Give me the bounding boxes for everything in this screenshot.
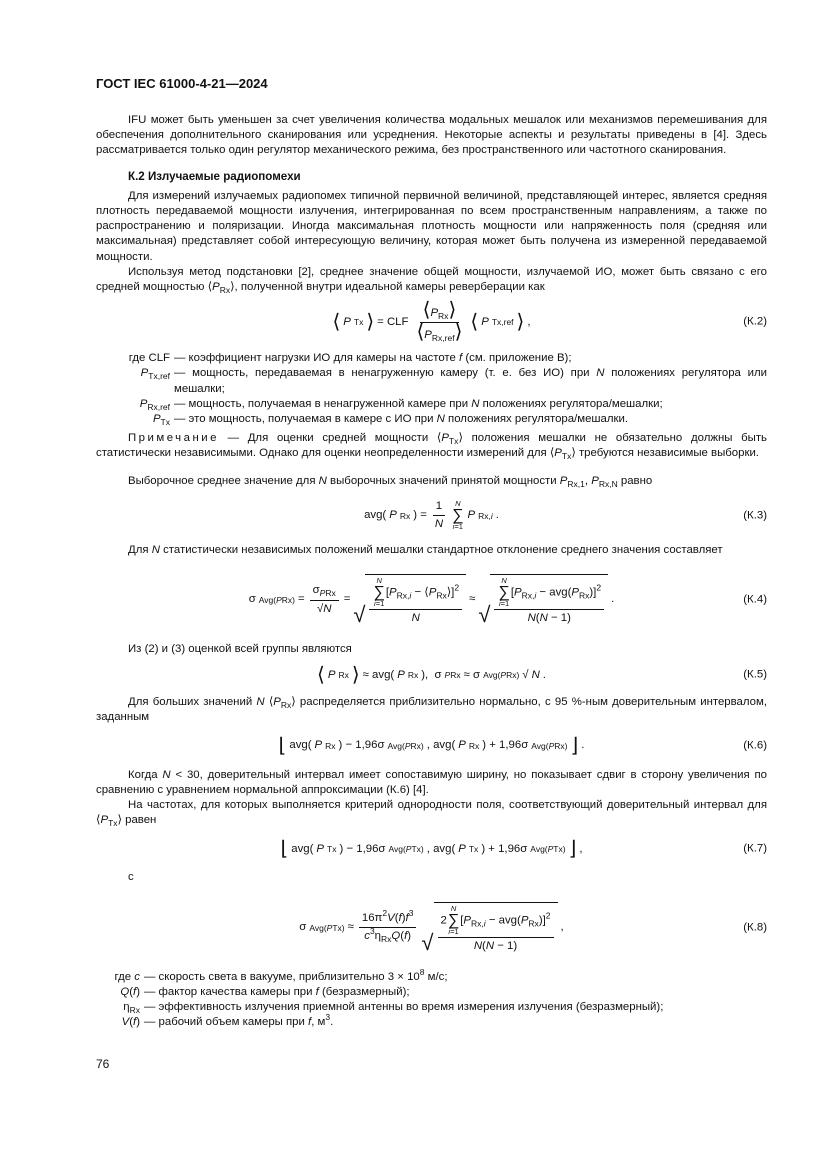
equation-k6: ⌊ avg( P Rx ) − 1,96σ Avg(PRx) , avg( P Rx ) + 1,96σ Avg(PRx) ⌋ . (К.6)	[278, 734, 767, 757]
paragraph-1: Для измерений излучаемых радиопомех типичной первичной величиной, представляющей интерес, является средняя плотность передаваемой мощности излучения, интегрированная по всем пространственным направлениям, а также по распространению и поляризации. Иногда максимальная плотность мощности или напряженность поля (средняя или максимальная) представляет собой интересующую величину, которая может быть получена из измеренной передаваемой мощности.	[96, 189, 767, 263]
equation-k5: ⟨ P Rx ⟩ ≈ avg( P Rx ), σ PRx ≈ σ Avg(PRx) √ N . (К.5)	[317, 664, 767, 687]
definition-row: где CLF — коэффициент нагрузки ИО для камеры на частоте f (см. приложение В);	[128, 352, 572, 365]
paragraph-2: Используя метод подстановки [2], среднее значение общей мощности, излучаемой ИО, может быть связано с его средней мощностью $⟨P_{Rx}⟩$, полученной внутри идеальной камеры реверберации как	[96, 265, 767, 296]
paragraph-7: Когда N < 30, доверительный интервал имеет сопоставимую ширину, но показывает сдвиг в сторону увеличения по сравнению с уравнением нормальной аппроксимации (К.6) [4].	[96, 768, 767, 796]
definition-row: $\eta_{Rx}$ — эффективность излучения приемной антенны во время измерения излучения (безразмерный);	[123, 1001, 664, 1016]
paragraph-4: Для N статистически независимых положений мешалки стандартное отклонение среднего значения составляет	[128, 543, 723, 556]
section-title: К.2 Излучаемые радиопомехи	[128, 169, 301, 183]
definitions-list-2	[96, 966, 767, 1031]
equation-number: (К.2)	[743, 315, 767, 328]
equation-k4: σ Avg(PRx) = $\frac{\sigma_{PRx}}{√N}$ = √ N ∑ i=1 [$P_{Rx,i}$ − $⟨P_{Rx}⟩]^2$ N ≈ √ N ∑ i=1 $[P_{Rx,i} - avg(P_{Rx})]^2$ N(N − 1) . (К.4)	[248, 575, 767, 628]
document-header: ГОСТ IEC 61000-4-21—2024	[96, 76, 268, 91]
definition-row: $P_{Tx}$ — это мощность, получаемая в камере с ИО при N положениях регулятора/мешалки.	[152, 413, 629, 428]
equation-k3: avg( P Rx ) = $\frac{1}{N}$ N ∑ i=1 P Rx,i . (К.3)	[364, 499, 767, 532]
definition-row: $P_{Rx,ref}$ — мощность, получаемая в ненагруженной камере при N положениях регулятора/мешалки;	[139, 397, 663, 412]
page-number: 76	[96, 1057, 110, 1071]
paragraph-6: Для больших значений N $⟨P_{Rx}⟩$ распределяется приблизительно нормально, с 95 %-ным доверительным интервалом, заданным	[96, 696, 767, 724]
paragraph-8: На частотах, для которых выполняется критерий однородности поля, соответствующий доверительный интервал для $⟨P_{Tx}⟩$ равен	[96, 799, 767, 829]
intro-paragraph: IFU может быть уменьшен за счет увеличения количества модальных мешалок или механизмов перемешивания для обеспечения дополнительного сканирования или усреднения. Некоторые аспекты и результаты приведены в [4]. Здесь рассматривается только один регулятор механического режима, без пространственного или частотного сканирования.	[96, 114, 767, 157]
equation-k8: σ Avg(PTx) ≈ $\frac{16\pi^2V(f)f^3}{c^3\eta_{Rx}Q(f)}$ √ 2 N ∑ i=1 $[P_{Rx,i} - avg(P_{Rx})]^2$ N(N − 1) , (К.8)	[299, 903, 767, 955]
definitions-list-1	[96, 351, 767, 427]
note-paragraph: Примечание — Для оценки средней мощности $⟨P_{Tx}⟩$ положения мешалки не обязательно должны быть статистически независимыми. Однако для оценки неопределенности измерений для $⟨P_{Tx}⟩$ требуются независимые выборки.	[96, 432, 767, 462]
document-body	[96, 113, 767, 1035]
definition-row: Q(f) — фактор качества камеры при f (безразмерный);	[120, 985, 410, 998]
paragraph-5: Из (2) и (3) оценкой всей группы являются	[128, 643, 352, 656]
equation-k7: ⌊ avg( P Tx ) − 1,96σ Avg(PTx) , avg( P Tx ) + 1,96σ Avg(PTx) ⌋ , (К.7)	[280, 838, 767, 861]
paragraph-9: с	[128, 871, 134, 884]
equation-k2: ⟨ P Tx ⟩ = CLF $\frac{⟨P_{Rx}⟩}{⟨P_{Rx,ref}⟩}$ ⟨ P Tx,ref ⟩ , (К.2)	[332, 298, 767, 343]
paragraph-3: Выборочное среднее значение для N выборочных значений принятой мощности $P_{Rx,1}$, $P_{Rx,N}$ равно	[128, 474, 653, 489]
definition-row: где c — скорость света в вакууме, приблизительно $3 \times 10^8$ м/с;	[114, 966, 448, 983]
definition-row: V(f) — рабочий объем камеры при f, $м^3$.	[121, 1012, 334, 1029]
definition-row: $P_{Tx,ref}$ — мощность, передаваемая в ненагруженную камеру (т. е. без ИО) при N положениях регулятора или мешалки;	[140, 367, 767, 395]
